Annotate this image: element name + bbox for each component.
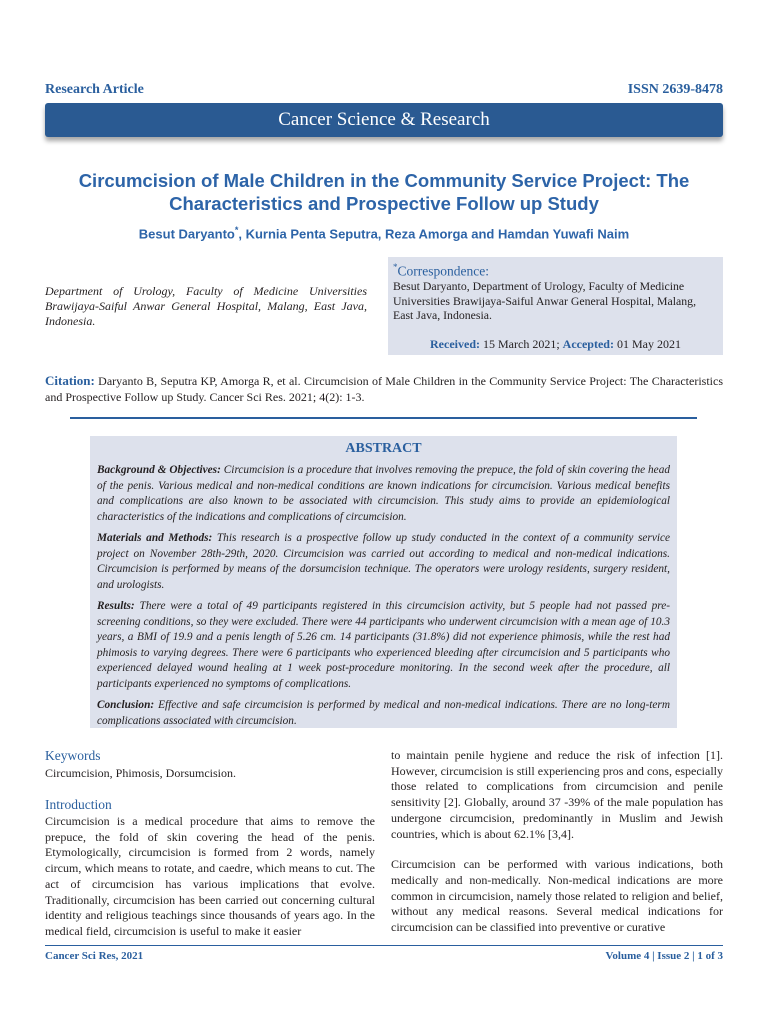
- section-divider: [70, 417, 697, 419]
- results-text: There were a total of 49 participants registered in this circumcision activity, but 5 people had not passed pre-screening conditions, so they were excluded. There were 44 participants who underwent circumcision with a mean age of 10.3 years, a BMI of 19.9 and a penis length of 5.26 cm. 14 participants (31.8%) did not experience phimosis, while the rest had phimosis to varying degrees. There were 6 participants who experienced bleeding after circumcision and 5 participants who experienced delayed wound healing at 1 week post-procedure monitoring. In the second week after the procedure, all participants experienced no symptoms of complications.: [97, 600, 670, 690]
- conclusion-label: Conclusion:: [97, 699, 155, 711]
- footer-divider: [45, 945, 723, 946]
- first-author: Besut Daryanto: [138, 226, 235, 242]
- other-authors: , Kurnia Penta Seputra, Reza Amorga and Hamdan Yuwafi Naim: [238, 226, 630, 242]
- introduction-paragraph: Circumcision is a medical procedure that aims to remove the prepuce, the fold of skin covering the head of the penis. Etymologically, circumcision is formed from 2 words, namely circum, which means to rotate, and caedre, which means to cut. The act of circumcision has various implications that evolve. Traditionally, circumcision has been carried out concerning cultural identity and religious teachings since thousands of years ago. In the medical field, circumcision is useful to make it easier: [45, 814, 375, 938]
- introduction-paragraph: Circumcision can be performed with various indications, both medically and non-medically. Non-medical indications are more common in circumcision, namely those related to religion and belief, without any medical reasons. Several medical indications for circumcision can be classified into preventive or curative: [391, 857, 723, 935]
- background-label: Background & Objectives:: [97, 464, 221, 476]
- affiliation: Department of Urology, Faculty of Medicine Universities Brawijaya-Saiful Anwar General Hospital, Malang, East Java, Indonesia.: [45, 284, 367, 328]
- introduction-paragraph: to maintain penile hygiene and reduce the risk of infection [1]. However, circumcision is still experiencing pros and cons, especially those related to complications from circumcision and penile sensitivity [2]. Globally, around 37 -39% of the male population has undergone circumcision, predominantly in Muslim and Jewish countries, which is about 62.1% [3,4].: [391, 748, 723, 841]
- article-type-label: Research Article: [45, 82, 144, 97]
- abstract-background: [97, 463, 670, 525]
- paper-title: Circumcision of Male Children in the Community Service Project: The Characteristics and Prospective Follow up Study: [78, 170, 690, 214]
- accepted-label: Accepted:: [562, 337, 614, 351]
- keywords-text: Circumcision, Phimosis, Dorsumcision.: [45, 766, 237, 780]
- conclusion-text: Effective and safe circumcision is performed by medical and non-medical indications. There are no long-term complications associated with circumcision.: [97, 699, 670, 727]
- introduction-left-column: [45, 814, 375, 940]
- dates-line: [388, 337, 723, 352]
- methods-label: Materials and Methods:: [97, 532, 213, 544]
- correspondence-heading-text: Correspondence:: [397, 263, 489, 279]
- introduction-heading: Introduction: [45, 797, 112, 812]
- citation: [45, 373, 723, 405]
- issn-label: ISSN 2639-8478: [627, 82, 723, 97]
- background-text: Circumcision is a procedure that involves removing the prepuce, the fold of skin covering the head of the penis. Various medical and non-medical conditions are known indications for circumcision. Various medical benefits and complications are also known to be associated with circumcision. This study aims to provide an epidemiological characteristics of the indications and complications of circumcision.: [97, 464, 670, 523]
- journal-banner: [45, 103, 723, 137]
- citation-label: Citation:: [45, 373, 95, 388]
- abstract-results: [97, 599, 670, 692]
- abstract-methods: [97, 531, 670, 593]
- accepted-date: 01 May 2021: [613, 337, 681, 351]
- received-label: Received:: [430, 337, 480, 351]
- abstract-body: [97, 463, 670, 735]
- abstract-box: [90, 436, 677, 728]
- footer-page-info: Volume 4 | Issue 2 | 1 of 3: [605, 950, 723, 962]
- correspondence-body: Besut Daryanto, Department of Urology, Faculty of Medicine Universities Brawijaya-Saiful Anwar General Hospital, Malang, East Java, Indonesia.: [393, 279, 697, 322]
- keywords-heading: Keywords: [45, 748, 101, 763]
- author-list: [60, 225, 708, 241]
- correspondence-box: [388, 257, 723, 355]
- journal-name: Cancer Science & Research: [278, 109, 490, 130]
- abstract-conclusion: [97, 698, 670, 729]
- citation-text: Daryanto B, Seputra KP, Amorga R, et al. Circumcision of Male Children in the Community Service Project: The Characteristics and Prospective Follow up Study. Cancer Sci Res. 2021; 4(2): 1-3.: [45, 374, 723, 404]
- abstract-heading: ABSTRACT: [345, 441, 422, 456]
- results-label: Results:: [97, 600, 135, 612]
- corresponding-mark: *: [234, 225, 239, 235]
- methods-text: This research is a prospective follow up study conducted in the context of a community service project on November 28th-29th, 2020. Circumcision was carried out according to medical and non-medical indications. Circumcision is performed by means of the dorsumcision technique. The operators were urology residents, surgery resident, and urologists.: [97, 532, 670, 591]
- footer-journal: Cancer Sci Res, 2021: [45, 950, 144, 962]
- correspondence-heading: [393, 262, 489, 280]
- introduction-right-column: [391, 748, 723, 936]
- correspondence-mark: *: [393, 262, 398, 272]
- received-date: 15 March 2021;: [480, 337, 563, 351]
